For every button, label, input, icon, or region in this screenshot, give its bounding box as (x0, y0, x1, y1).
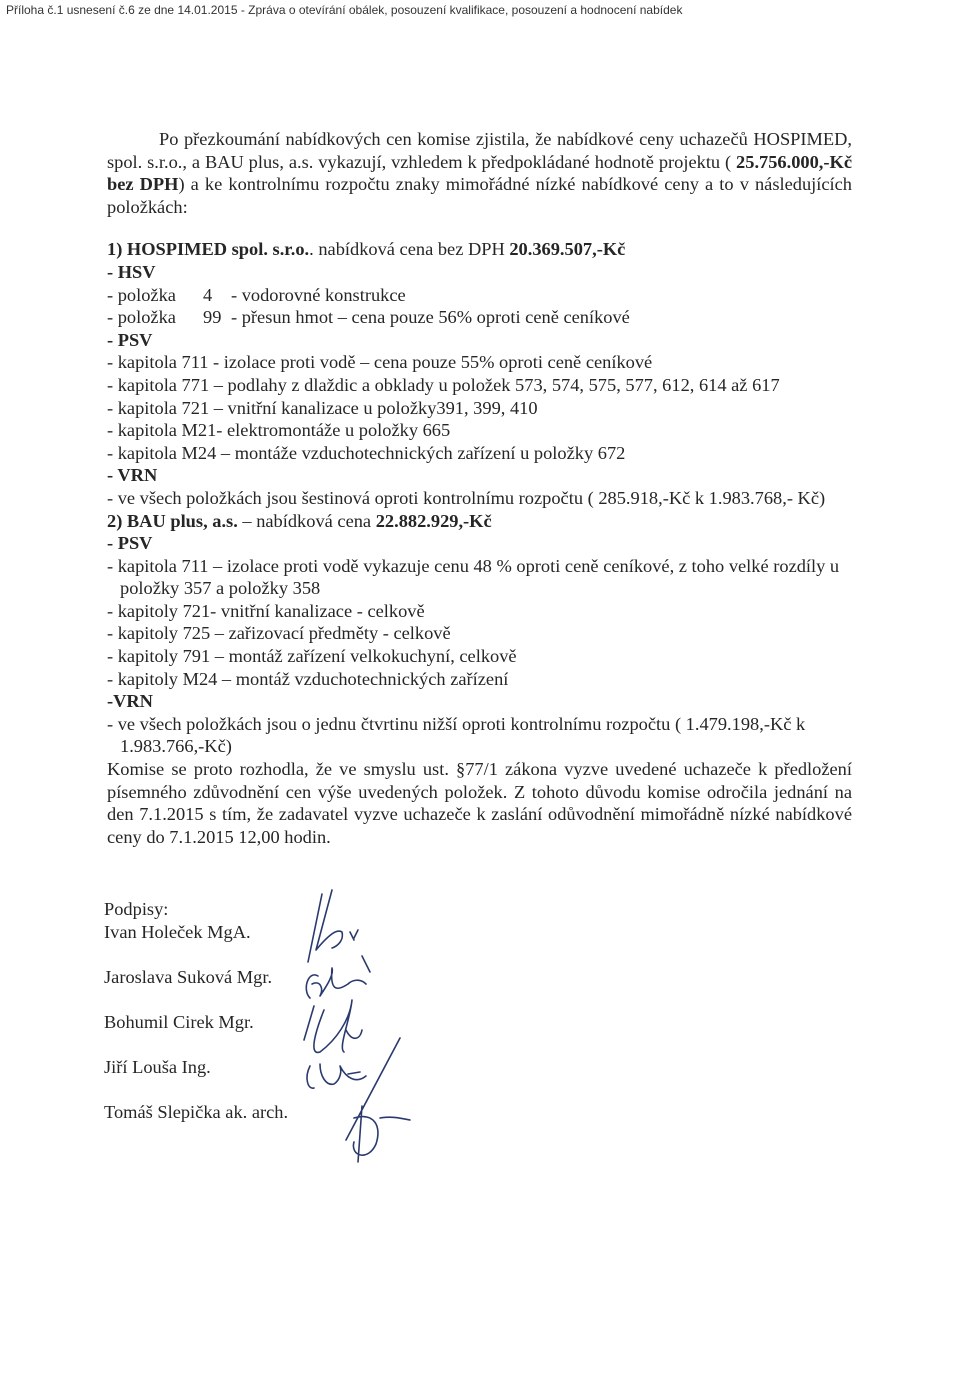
signature-1 (308, 890, 358, 962)
list-item: - položka 99 - přesun hmot – cena pouze 56% oproti ceně ceníkové (107, 307, 630, 328)
document-body (107, 128, 852, 848)
hospimed-vrn: - VRN (107, 465, 158, 486)
hospimed-hsv: - HSV (107, 261, 156, 282)
signature-3 (304, 1000, 362, 1052)
signature-2 (306, 956, 370, 998)
list-item: - kapitoly 791 – montáž zařízení velkokuchyní, celkově (107, 646, 517, 667)
list-item: - kapitoly 725 – zařizovací předměty - celkově (107, 623, 451, 644)
handwritten-signatures (250, 880, 430, 1170)
list-item: - kapitoly M24 – montáž vzduchotechnických zařízení (107, 668, 509, 689)
list-item: - kapitola M21- elektromontáže u položky 665 (107, 420, 451, 441)
bau-psv: - PSV (107, 533, 153, 554)
list-item: - kapitola 711 – izolace proti vodě vykazuje cenu 48 % oproti ceně ceníkové, z toho velké rozdíly u položky 357 a položky 358 (107, 555, 840, 599)
signature-5 (346, 1038, 410, 1162)
list-item: - kapitoly 721- vnitřní kanalizace - celkově (107, 600, 425, 621)
signatory-name: Jaroslava Suková Mgr. (104, 967, 273, 987)
signatory-name: Bohumil Cirek Mgr. (104, 1012, 254, 1032)
conclusion-paragraph: Komise se proto rozhodla, že ve smyslu ust. §77/1 zákona vyzve uvedené uchazeče k předložení písemného zdůvodnění cen výše uvedených položek. Z tohoto důvodu komise odročila jednání na den 7.1.2015 s tím, že zadavatel vyzve uchazeče k zaslání odůvodnění mimořádně nízké nabídkové ceny do 7.1.2015 12,00 hodin. (107, 759, 852, 847)
hospimed-price: 20.369.507,-Kč (509, 239, 626, 260)
hospimed-heading: 1) HOSPIMED spol. s.r.o.. nabídková cena bez DPH 20.369.507,-Kč (107, 239, 626, 260)
list-item: - kapitola 771 – podlahy z dlaždic a obklady u položek 573, 574, 575, 577, 612, 614 až 617 (107, 374, 780, 395)
bau-price: 22.882.929,-Kč (375, 510, 492, 531)
page-header: Příloha č.1 usnesení č.6 ze dne 14.01.2015 - Zpráva o otevírání obálek, posouzení kvalifikace, posouzení a hodnocení nabídek (6, 3, 683, 17)
signatory-name: Ivan Holeček MgA. (104, 922, 251, 942)
bau-heading: 2) BAU plus, a.s. – nabídková cena 22.882.929,-Kč (107, 510, 492, 531)
project-value: 25.756.000,-Kč bez DPH (107, 151, 852, 195)
bau-vrn: -VRN (107, 691, 153, 712)
list-item: - kapitola 721 – vnitřní kanalizace u položky391, 399, 410 (107, 397, 538, 418)
list-item: - kapitola M24 – montáže vzduchotechnických zařízení u položky 672 (107, 442, 626, 463)
list-item: - ve všech položkách jsou o jednu čtvrtinu nižší oproti kontrolnímu rozpočtu ( 1.479.198,-Kč k 1.983.766,-Kč) (107, 713, 806, 757)
hospimed-psv: - PSV (107, 329, 153, 350)
list-item: - položka 4 - vodorovné konstrukce (107, 284, 406, 305)
intro-paragraph: Po přezkoumání nabídkových cen komise zjistila, že nabídkové ceny uchazečů HOSPIMED, spol. s.r.o., a BAU plus, a.s. vykazují, vzhledem k předpokládané hodnotě projektu ( 25.756.000,-Kč bez DPH) a ke kontrolnímu rozpočtu znaky mimořádné nízké nabídkové ceny a to v následujících položkách: (107, 129, 852, 217)
list-item: - ve všech položkách jsou šestinová oproti kontrolnímu rozpočtu ( 285.918,-Kč k 1.983.768,- Kč) (107, 487, 826, 508)
list-item: - kapitola 711 - izolace proti vodě – cena pouze 55% oproti ceně ceníkové (107, 352, 653, 373)
signatory-name: Tomáš Slepička ak. arch. (104, 1102, 289, 1122)
signatures-label: Podpisy: (104, 899, 169, 919)
signatory-name: Jiří Louša Ing. (104, 1057, 211, 1077)
signature-4 (307, 1064, 366, 1088)
